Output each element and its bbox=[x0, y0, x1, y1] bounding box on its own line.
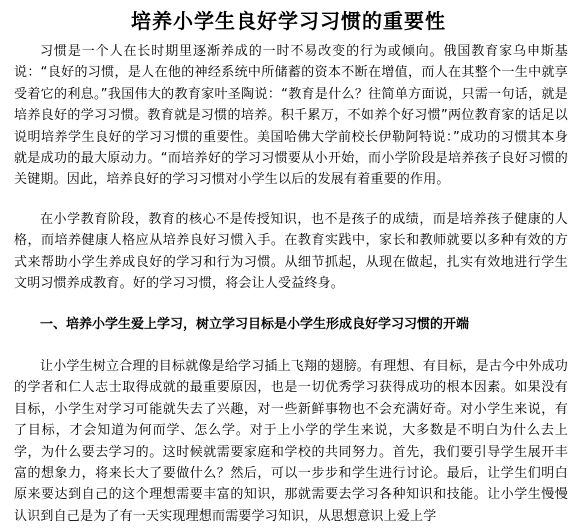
paragraph-intro: 习惯是一个人在长时期里逐渐养成的一时不易改变的行为或倾向。俄国教育家乌申斯基说：“良好的习惯，是人在他的神经系统中所储蓄的资本不断在增值，而人在其整个一生中就享受着它的利息。”我国伟大的教育家叶圣陶说：“教育是什么？往简单方面说，只需一句话，就是培养良好的学习习惯。教育就是习惯的培养。积千累万，不如养个好习惯”两位教育家的话足以说明培养学生良好的学习习惯的重要性。美国哈佛大学前校长伊勒阿特说：”成功的习惯其本身就是成功的最大原动力。“而培养好的学习习惯要从小开始，而小学阶段是培养孩子良好习惯的关键期。因此，培养良好的学习习惯对小学生以后的发展有着重要的作用。 bbox=[14, 44, 568, 188]
document-title: 培养小学生良好学习习惯的重要性 bbox=[131, 9, 446, 33]
section-heading: 一、培养小学生爱上学习，树立学习目标是小学生形成良好学习习惯的开端 bbox=[40, 317, 470, 332]
paragraph-primary-education: 在小学教育阶段，教育的核心不是传授知识，也不是孩子的成绩，而是培养孩子健康的人格，而培养健康人格应从培养良好习惯入手。在教育实践中，家长和教师就要以多种有效的方式来帮助小学生养成良好的学习和行为习惯。从细节抓起，从现在做起，扎实有效地进行学生文明习惯养成教育。好的学习习惯，将会让人受益终身。 bbox=[14, 212, 568, 292]
paragraph-section-one: 让小学生树立合理的目标就像是给学习插上飞翔的翅膀。有理想、有目标，是古今中外成功的学者和仁人志士取得成就的最重要原因，也是一切优秀学习获得成功的根本因素。如果没有目标，小学生对学习可能就失去了兴趣，对一些新鲜事物也不会充满好奇。对小学生来说，有了目标，才会知道为何而学、怎么学。对于上小学的学生来说，大多数是不明白为什么去上学，为什么要去学习的。这时候就需要家庭和学校的共同努力。首先，我们要引导学生展开丰富的想象力，将来长大了要做什么？然后，可以一步步和学生进行讨论。最后，让学生们明白原来要达到自己的这个理想需要丰富的知识，那就需要去学习各种知识和技能。让小学生慢慢认识到自己是为了有一天实现理想而需要学习知识，从思想意识上爱上学 bbox=[14, 359, 569, 524]
